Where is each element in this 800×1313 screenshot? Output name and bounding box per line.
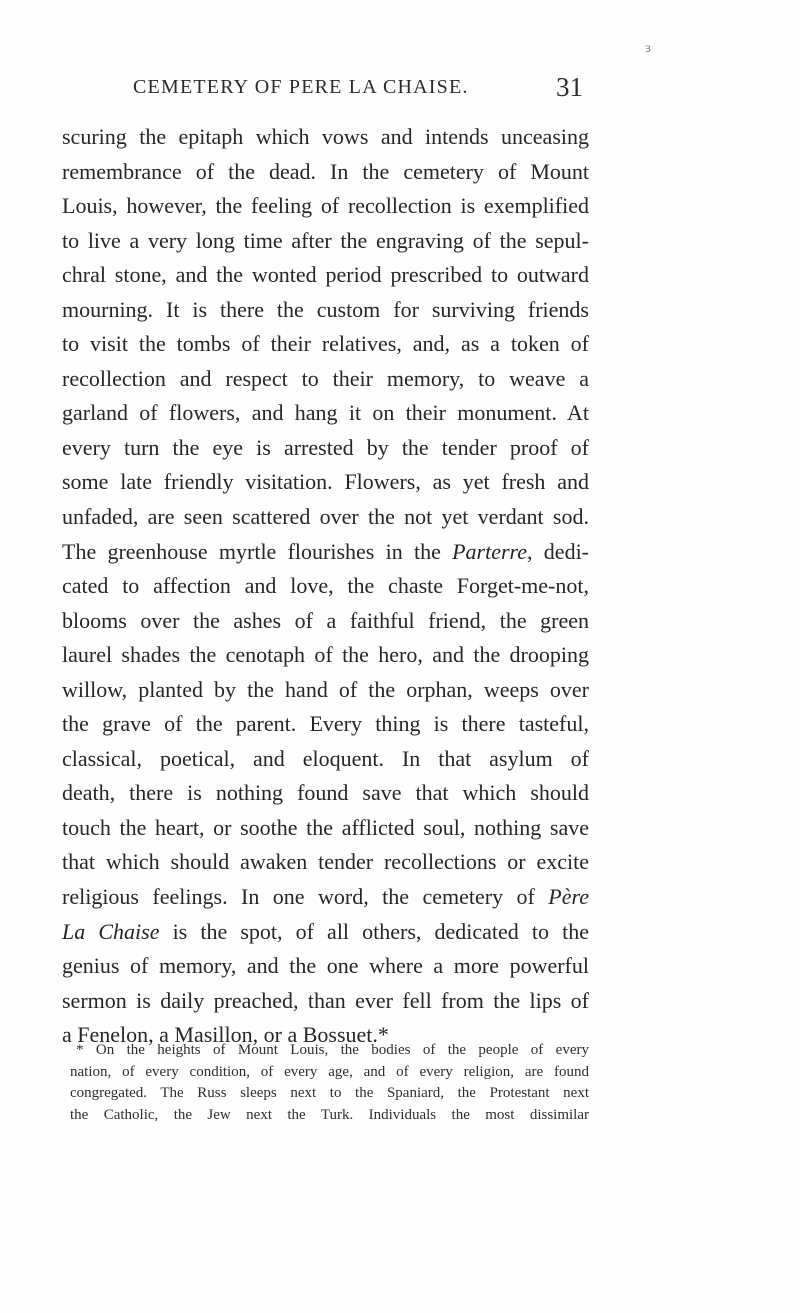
italic-la-chaise: La Chaise <box>62 918 160 944</box>
text-line: willow, planted by the hand of the orphan, weeps over <box>62 676 589 702</box>
line-text: is the spot, of all others, dedicated to the <box>159 918 590 944</box>
text-line: classical, poetical, and eloquent. In that asylum of <box>62 745 589 771</box>
text-line: a Fenelon, a Masillon, or a Bossuet.* <box>62 1022 389 1048</box>
text-line: sermon is daily preached, than ever fell from the lips of <box>62 987 589 1013</box>
text-line: garland of flowers, and hang it on their monument. At <box>62 400 589 426</box>
text-line: mourning. It is there the custom for surviving friends <box>62 296 589 322</box>
italic-pere: Père <box>548 884 589 910</box>
text-line: chral stone, and the wonted period prescribed to outward <box>62 262 589 288</box>
text-line-la-chaise <box>62 915 589 950</box>
text-line: genius of memory, and the one where a more powerful <box>62 953 589 979</box>
footnote-line: the Catholic, the Jew next the Turk. Individuals the most dissimilar <box>70 1106 589 1123</box>
text-line: touch the heart, or soothe the afflicted soul, nothing save <box>62 814 589 840</box>
text-line: Louis, however, the feeling of recollection is exemplified <box>62 193 589 219</box>
body-text <box>62 120 589 1053</box>
text-line: scuring the epitaph which vows and intends unceasing <box>62 124 589 149</box>
page-number: 31 <box>556 72 583 102</box>
text-line: death, there is nothing found save that which should <box>62 780 589 806</box>
text-line: some late friendly visitation. Flowers, as yet fresh and <box>62 469 589 495</box>
text-line: recollection and respect to their memory, to weave a <box>62 365 589 391</box>
running-head <box>133 72 583 106</box>
text-line: blooms over the ashes of a faithful friend, the green <box>62 607 589 633</box>
text-line: cated to affection and love, the chaste Forget-me-not, <box>62 573 589 599</box>
footnote <box>72 1040 589 1126</box>
footnote-line: nation, of every condition, of every age, and of every religion, are found <box>70 1063 589 1080</box>
text-line: to visit the tombs of their relatives, and, as a token of <box>62 331 589 357</box>
line-text: religious feelings. In one word, the cemetery of <box>62 884 549 910</box>
line-text: , dedi- <box>527 538 590 564</box>
footnote-line: * On the heights of Mount Louis, the bodies of the people of every <box>76 1042 589 1058</box>
text-line: every turn the eye is arrested by the tender proof of <box>62 434 589 460</box>
line-text: The greenhouse myrtle flourishes in the <box>62 538 453 564</box>
text-line-parterre <box>62 535 589 570</box>
text-line: that which should awaken tender recollections or excite <box>62 849 589 875</box>
text-line: the grave of the parent. Every thing is there tasteful, <box>62 711 589 737</box>
text-line: laurel shades the cenotaph of the hero, and the drooping <box>62 642 589 668</box>
text-line: remembrance of the dead. In the cemetery of Mount <box>62 158 589 184</box>
running-title: CEMETERY OF PERE LA CHAISE. <box>133 76 469 98</box>
corner-mark: ɜ <box>645 41 651 56</box>
text-line: unfaded, are seen scattered over the not yet verdant sod. <box>62 504 589 530</box>
italic-parterre: Parterre <box>452 538 528 564</box>
text-line-pere <box>62 880 589 915</box>
footnote-line: congregated. The Russ sleeps next to the Spaniard, the Protestant next <box>70 1085 589 1101</box>
text-line: to live a very long time after the engraving of the sepul- <box>62 227 589 253</box>
